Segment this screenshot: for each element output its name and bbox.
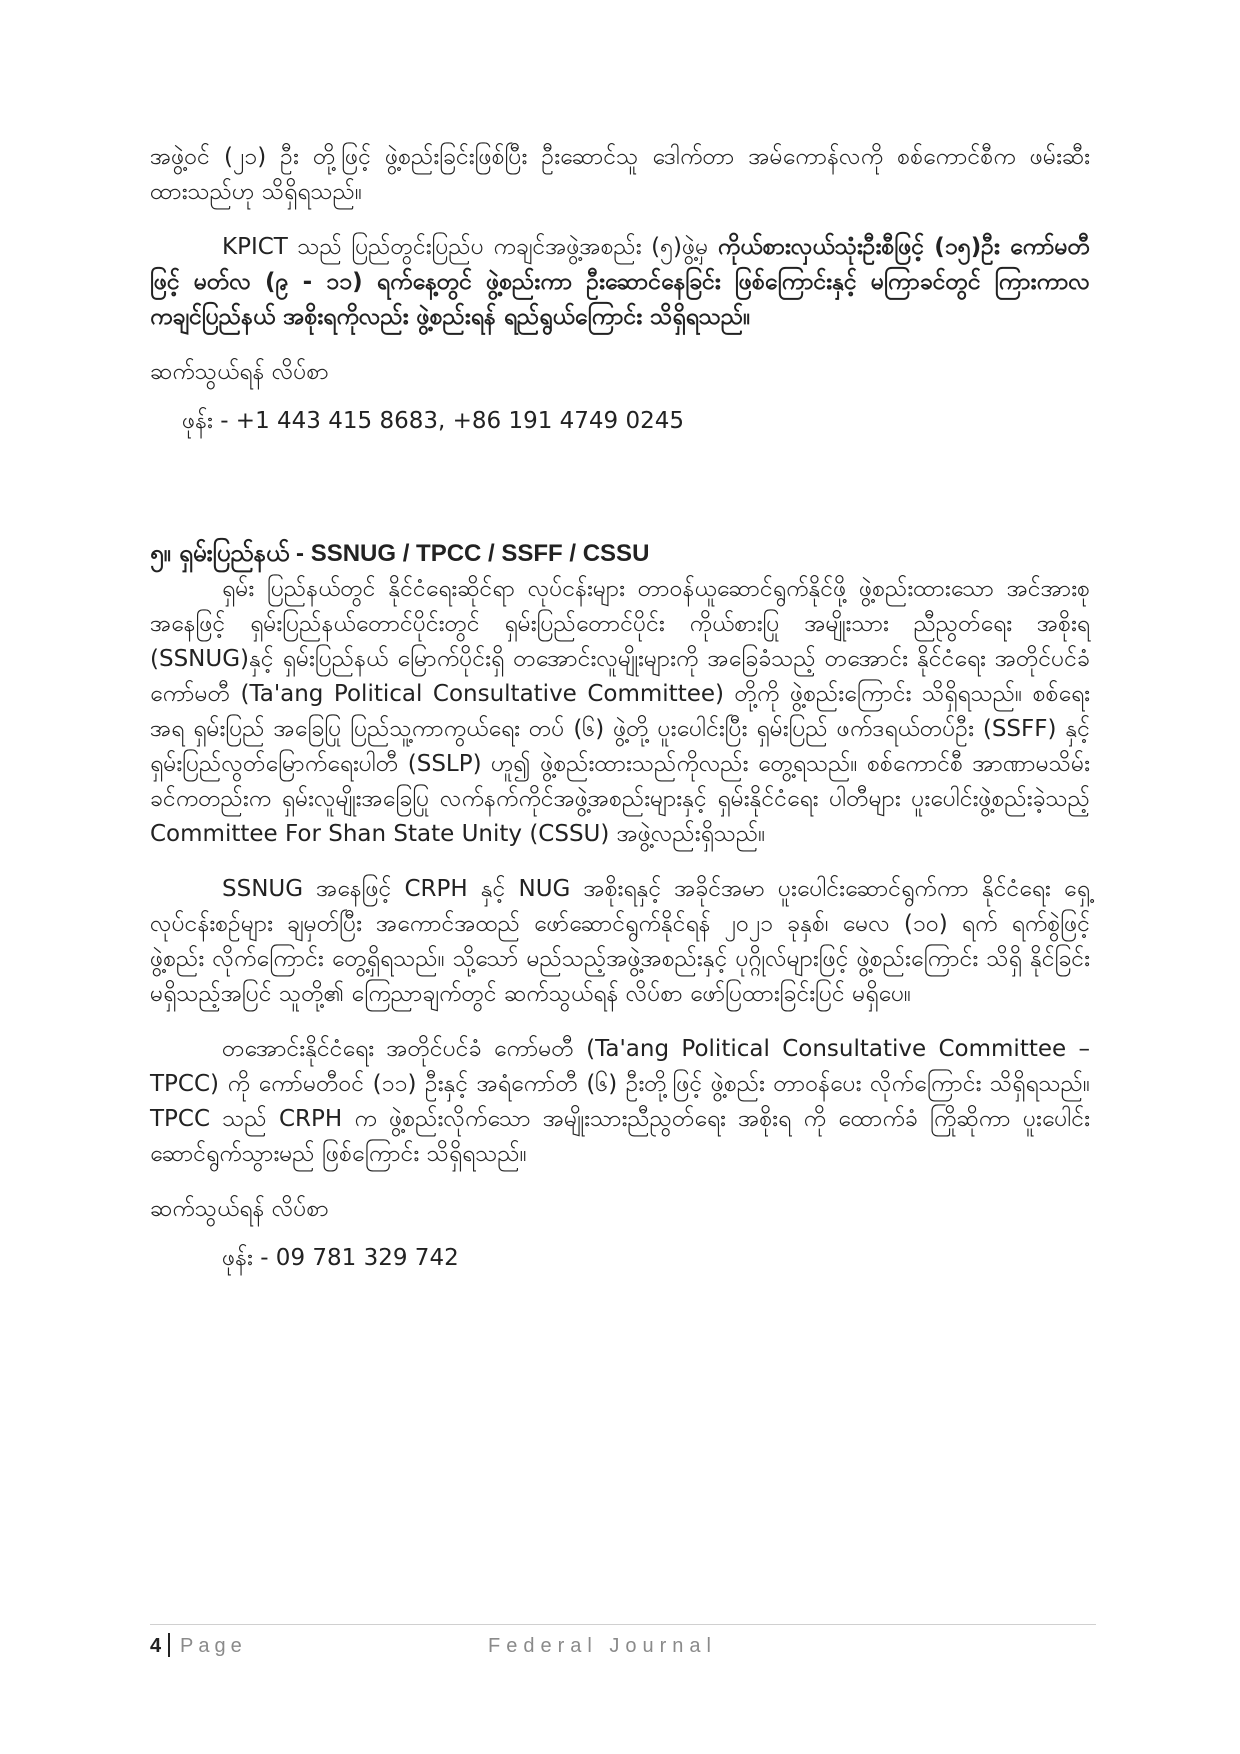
paragraph-kpict-members: အဖွဲ့ဝင် (၂၁) ဦး တို့ဖြင့် ဖွဲ့စည်းခြင်းဖြစ်ပြီး ဦးဆောင်သူ ဒေါက်တာ အမ်ကောန်လကို စစ်ကောင်စီက ဖမ်းဆီးထားသည်ဟု သိရှိရသည်။ <box>150 144 1090 205</box>
page-label: Page <box>180 1635 247 1657</box>
section-heading-organizations: - SSNUG / TPCC / SSFF / CSSU <box>289 540 650 567</box>
paragraph-kpict-text: KPICT သည် ပြည်တွင်းပြည်ပ ကချင်အဖွဲ့အစည်း (၅)ဖွဲ့မှ <box>222 234 718 260</box>
paragraph-ssnug: SSNUG အနေဖြင့် CRPH နှင့် NUG အစိုးရနှင့် အခိုင်အမာ ပူးပေါင်းဆောင်ရွက်ကာ နိုင်ငံရေး ရှေ့လုပ်ငန်းစဉ်များ ချမှတ်ပြီး အကောင်အထည် ဖော်ဆောင်ရွက်နိုင်ရန် ၂၀၂၁ ခုနှစ်၊ မေလ (၁၀) ရက် ရက်စွဲဖြင့် ဖွဲ့စည်း လိုက်ကြောင်း တွေ့ရှိရသည်။ သို့သော် မည်သည့်အဖွဲ့အစည်းနှင့် ပုဂ္ဂိုလ်များဖြင့် ဖွဲ့စည်းကြောင်း သိရှိ နိုင်ခြင်းမရှိသည့်အပြင် သူတို့၏ ကြေညာချက်တွင် ဆက်သွယ်ရန် လိပ်စာ ဖော်ပြထားခြင်းပြင် မရှိပေ။ <box>150 876 1090 1007</box>
contact-address-label: ဆက်သွယ်ရန် လိပ်စာ <box>150 1196 329 1222</box>
page-number: 4 <box>150 1635 162 1657</box>
phone-number: ဖုန်း - 09 781 329 742 <box>222 1245 459 1271</box>
paragraph-kpict-bold-text: ကိုယ်စားလှယ်သုံးဦးစီဖြင့် (၁၅)ဦး ကော်မတီဖြင့် မတ်လ (၉ - ၁၁) ရက်နေ့တွင် ဖွဲ့စည်းကာ ဦးဆောင်နေခြင်း ဖြစ်ကြောင်းနှင့် မကြာခင်တွင် ကြားကာလကချင်ပြည်နယ် အစိုးရကိုလည်း ဖွဲ့စည်းရန် ရည်ရွယ်ကြောင်း သိရှိရသည်။ <box>150 234 1090 330</box>
section-heading-shan-state <box>150 535 1090 572</box>
document-page <box>150 140 1090 1276</box>
journal-name: Federal Journal <box>488 1635 717 1657</box>
section-heading-title: ၅။ ရှမ်းပြည်နယ် <box>150 539 290 567</box>
footer-divider <box>168 1633 170 1657</box>
phone-number: ဖုန်း - +1 443 415 8683, +86 191 4749 0245 <box>182 408 685 434</box>
contact-address-label: ဆက်သွယ်ရန် လိပ်စာ <box>150 359 329 385</box>
paragraph-kpict-formation <box>150 230 1090 335</box>
paragraph-shan-groups: ရှမ်း ပြည်နယ်တွင် နိုင်ငံရေးဆိုင်ရာ လုပ်ငန်းများ တာဝန်ယူဆောင်ရွက်နိုင်ဖို့ ဖွဲ့စည်းထားသော အင်အားစု အနေဖြင့် ရှမ်းပြည်နယ်တောင်ပိုင်းတွင် ရှမ်းပြည်တောင်ပိုင်း ကိုယ်စားပြု အမျိုးသား ညီညွတ်ရေး အစိုးရ (SSNUG)နှင့် ရှမ်းပြည်နယ် မြောက်ပိုင်းရှိ တအောင်းလူမျိုးများကို အခြေခံသည့် တအောင်း နိုင်ငံရေး အတိုင်ပင်ခံ ကော်မတီ (Ta'ang Political Consultative Committee) တို့ကို ဖွဲ့စည်းကြောင်း သိရှိရသည်။ စစ်ရေးအရ ရှမ်းပြည် အခြေပြု ပြည်သူ့ကာကွယ်ရေး တပ် (၆) ဖွဲ့တို့ ပူးပေါင်းပြီး ရှမ်းပြည် ဖက်ဒရယ်တပ်ဦး (SSFF) နှင့် ရှမ်းပြည်လွတ်မြောက်ရေးပါတီ (SSLP) ဟူ၍ ဖွဲ့စည်းထားသည်ကိုလည်း တွေ့ရသည်။ စစ်ကောင်စီ အာဏာမသိမ်းခင်ကတည်းက ရှမ်းလူမျိုးအခြေပြု လက်နက်ကိုင်အဖွဲ့အစည်းများနှင့် ရှမ်းနိုင်ငံရေး ပါတီများ ပူးပေါင်းဖွဲ့စည်းခဲ့သည့် Committee For Shan State Unity (CSSU) အဖွဲ့လည်းရှိသည်။ <box>150 576 1090 847</box>
page-footer <box>150 1624 1096 1665</box>
paragraph-tpcc: တအောင်းနိုင်ငံရေး အတိုင်ပင်ခံ ကော်မတီ (Ta'ang Political Consultative Committee – TPCC) ကို ကော်မတီဝင် (၁၁) ဦးနှင့် အရံကော်တီ (၆) ဦးတို့ဖြင့် ဖွဲ့စည်း တာဝန်ပေး လိုက်ကြောင်း သိရှိရသည်။ TPCC သည် CRPH က ဖွဲ့စည်းလိုက်သော အမျိုးသားညီညွတ်ရေး အစိုးရ ကို ထောက်ခံ ကြိုဆိုကာ ပူးပေါင်းဆောင်ရွက်သွားမည် ဖြစ်ကြောင်း သိရှိရသည်။ <box>150 1036 1090 1167</box>
